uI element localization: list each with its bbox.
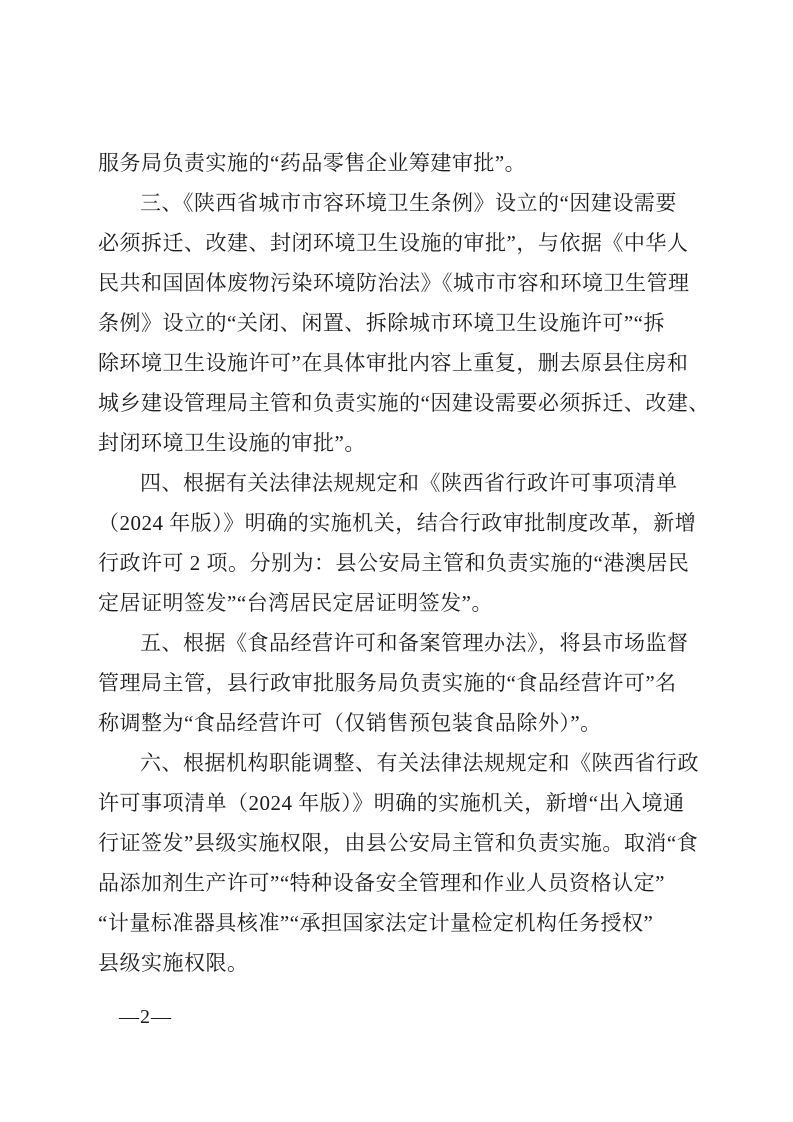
text-line: 条例》设立的“关闭、闲置、拆除城市环境卫生设施许可”“拆 — [98, 311, 665, 335]
text-line: 五、根据《食品经营许可和备案管理办法》，将县市场监督 — [140, 631, 689, 655]
text-line: 行证签发”县级实施权限，由县公安局主管和负责实施。取消“食 — [98, 831, 699, 855]
text-line: “计量标准器具核准”“承担国家法定计量检定机构任务授权” — [98, 911, 654, 935]
paragraph-item-4 — [98, 463, 697, 623]
text-line: 封闭环境卫生设施的审批”。 — [98, 431, 366, 455]
text-line: 定居证明签发”“台湾居民定居证明签发”。 — [98, 591, 493, 615]
text-line: 品添加剂生产许可”“特种设备安全管理和作业人员资格认定” — [98, 871, 665, 895]
text-line: 四、根据有关法律法规规定和《陕西省行政许可事项清单 — [140, 471, 678, 495]
text-line: （2024 年版）》明确的实施机关，结合行政审批制度改革，新增 — [98, 511, 697, 535]
text-line: 行政许可 2 项。分别为：县公安局主管和负责实施的“港澳居民 — [98, 551, 690, 575]
text-line: 管理局主管，县行政审批服务局负责实施的“食品经营许可”名 — [98, 671, 677, 695]
page-number: —2— — [119, 1006, 172, 1028]
text-line: 三、《陕西省城市市容环境卫生条例》设立的“因建设需要 — [140, 191, 677, 215]
text-line: 必须拆迁、改建、封闭环境卫生设施的审批”，与依据《中华人 — [98, 231, 689, 255]
paragraph-item-5 — [98, 623, 690, 743]
text-line: 除环境卫生设施许可”在具体审批内容上重复，删去原县住房和 — [98, 351, 689, 375]
document-body — [98, 143, 710, 983]
text-line: 称调整为“食品经营许可（仅销售预包装食品除外）”。 — [98, 711, 602, 735]
text-line: 服务局负责实施的“药品零售企业筹建审批”。 — [98, 151, 527, 175]
text-line: 县级实施权限。 — [98, 951, 249, 975]
text-line: 六、根据机构职能调整、有关法律法规规定和《陕西省行政 — [140, 751, 699, 775]
text-line: 城乡建设管理局主管和负责实施的“因建设需要必须拆迁、改建、 — [98, 391, 710, 415]
text-line: 许可事项清单（2024 年版）》明确的实施机关，新增“出入境通 — [98, 791, 685, 815]
text-line: 民共和国固体废物污染环境防治法》《城市市容和环境卫生管理 — [98, 271, 690, 295]
paragraph-item-6 — [98, 743, 699, 983]
paragraph-item-3 — [98, 183, 710, 463]
paragraph-continuation — [98, 143, 690, 183]
